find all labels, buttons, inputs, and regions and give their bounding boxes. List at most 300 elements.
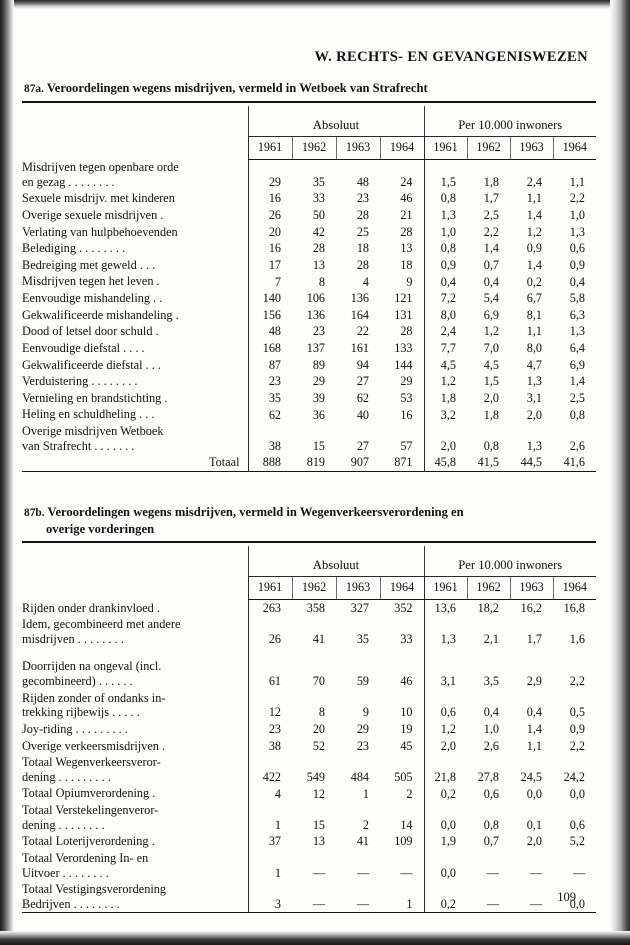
row-label [22,785,248,802]
row-label-line2: gecombineerd) . . . . . . [22,674,133,689]
table-row [22,599,596,616]
row-value: — [529,865,542,880]
row-value: 35 [248,390,292,407]
table-87b-year-abs-1963: 1963 [336,576,380,599]
row-value: 140 [248,290,292,307]
table-87a-year-corner-cell [22,136,248,159]
table-87b-group-per10000: Per 10.000 inwoners [424,546,596,577]
page-paper [14,9,610,931]
row-value: 1,4 [526,722,542,737]
row-value: 0,7 [483,834,499,849]
table-87a-year-per-1961: 1961 [424,136,467,159]
row-value: 2,9 [526,674,542,689]
table-row [22,616,596,647]
row-value: 2,4 [424,323,467,340]
row-label [22,738,248,755]
row-value: 4 [248,785,292,802]
row-label [22,307,248,324]
table-87b-corner-cell [22,546,248,577]
row-label-line1: Totaal Opiumverordening . [22,786,156,801]
row-value: 50 [312,208,325,223]
row-label-line2: dening . . . . . . . . . [22,769,111,784]
row-label-line1: Belediging . . . . . . . . [22,241,126,256]
row-value: 2,0 [483,390,499,405]
row-value: 1,0 [569,208,585,223]
table-87b-year-per-1961: 1961 [424,576,467,599]
row-label-line1: Overige verkeersmisdrijven . [22,738,166,753]
row-value: 2,0 [424,738,467,755]
row-value: 45 [400,738,413,753]
table-87a-corner-cell [22,106,248,137]
table-row [22,802,596,833]
row-value: 0,6 [569,817,585,832]
table-87b-year-abs-1964: 1964 [380,576,424,599]
row-value: 121 [394,291,413,306]
row-value: 48 [248,323,292,340]
row-value: 59 [356,674,369,689]
row-value: 18 [400,257,413,272]
row-value: 2,2 [569,738,585,753]
row-value: 18,2 [477,600,499,615]
row-label-line1: Totaal Verstekelingenveror- [22,803,159,818]
row-value: 1,4 [569,374,585,389]
row-value: 0,4 [483,705,499,720]
table-87b-number: 87b. [24,506,45,519]
row-value: 2,0 [526,407,542,422]
row-label-line1: Eenvoudige diefstal . . . . [22,340,145,355]
row-value: 0,4 [483,274,499,289]
row-value: 1 [406,896,413,911]
total-label: Totaal [208,455,240,470]
row-value: 7,0 [483,341,499,356]
row-value: 0,9 [424,257,467,274]
row-value: 94 [356,357,369,372]
row-value: 1,3 [569,224,585,239]
row-value: 89 [312,357,325,372]
table-row [22,881,596,913]
row-value: — [486,865,499,880]
row-label-line1: Totaal Vestigingsverordening [22,882,167,897]
total-value: 907 [350,455,369,470]
table-row [22,273,596,290]
row-value: 28 [356,208,369,223]
row-value: 40 [356,407,369,422]
row-value: 26 [248,207,292,224]
row-value: 26 [248,616,292,647]
row-value: 28 [400,224,413,239]
row-value: 136 [306,307,325,322]
row-value: 0,0 [569,896,585,911]
row-value: 0,6 [483,786,499,801]
total-value: 888 [248,454,292,471]
row-label-line2: Uitvoer . . . . . . . . [22,865,109,880]
table-87a-year-per-1963: 1963 [510,136,553,159]
row-value: 1,3 [526,438,542,453]
table-row [22,754,596,785]
row-value: — [400,865,413,880]
row-value: 1,2 [424,721,467,738]
table-row [22,738,596,755]
row-value: 2,0 [526,834,542,849]
row-value: 29 [400,374,413,389]
table-87a-group-header-row [22,106,596,137]
row-value: — [486,896,499,911]
row-label-line1: Vernieling en brandstichting . [22,390,168,405]
scan-edge-right [610,0,630,945]
row-value: 1,3 [569,324,585,339]
row-value: 23 [248,721,292,738]
row-value: 0,9 [526,241,542,256]
row-value: 15 [312,817,325,832]
row-value: 136 [350,291,369,306]
row-label [22,599,248,616]
table-row [22,307,596,324]
row-value: 0,2 [526,274,542,289]
row-value: 3,1 [424,658,467,689]
row-value: 0,1 [526,817,542,832]
table-row [22,390,596,407]
row-value: 109 [394,834,413,849]
row-value: 33 [400,631,413,646]
row-label-line2: en gezag . . . . . . . . [22,174,115,189]
table-87b-year-per-1962: 1962 [467,576,510,599]
row-label [22,390,248,407]
page-number: 109 [557,890,576,904]
table-row [22,690,596,721]
page-header: W. RECHTS- EN GEVANGENISWEZEN [314,49,588,65]
row-value: 28 [356,257,369,272]
row-label [22,207,248,224]
row-value: 14 [400,817,413,832]
row-value: 1,8 [424,390,467,407]
row-value: 5,2 [569,834,585,849]
row-value: 2,2 [483,224,499,239]
row-value: 38 [248,423,292,454]
row-label-line1: Gekwalificeerde diefstal . . . [22,357,161,372]
row-value: 8,0 [526,341,542,356]
row-value: 48 [356,174,369,189]
row-value: 484 [350,769,369,784]
page-content [14,9,610,915]
table-87a-year-abs-1964: 1964 [380,136,424,159]
row-value: — [312,896,325,911]
row-value: 37 [248,833,292,850]
row-label [22,423,248,454]
row-value: 549 [306,769,325,784]
row-value: 20 [248,224,292,241]
table-row [22,240,596,257]
row-value: 29 [248,159,292,190]
row-value: 1,1 [569,174,585,189]
row-value: 20 [312,722,325,737]
row-value: — [312,865,325,880]
scan-edge-bottom [0,931,630,945]
row-value: 0,2 [424,881,467,913]
row-value: 36 [312,407,325,422]
row-value: 0,9 [569,257,585,272]
row-value: 164 [350,307,369,322]
row-label-line1: Totaal Loterijverordening . [22,834,155,849]
table-87b-title-text-line1: Veroordelingen wegens misdrijven, vermeld in Wegenverkeersverordening en [47,504,464,519]
row-value: 27 [356,374,369,389]
row-label [22,881,248,913]
row-value: 52 [312,738,325,753]
row-value: 6,7 [526,291,542,306]
table-row [22,290,596,307]
total-value: 41,6 [563,455,585,470]
row-label-line1: Misdrijven tegen openbare orde [22,160,179,175]
row-value: 70 [312,674,325,689]
row-value: 23 [356,738,369,753]
row-value: 1,0 [424,224,467,241]
table-row [22,423,596,454]
row-value: 2 [362,817,369,832]
row-value: 1 [248,802,292,833]
row-label-line1: Eenvoudige mishandeling . . [22,291,163,306]
table-row [22,224,596,241]
row-value: 6,9 [483,307,499,322]
row-value: 4 [362,274,369,289]
row-value: 5,4 [483,291,499,306]
row-value: 1,5 [424,159,467,190]
row-value: 2,6 [483,738,499,753]
row-value: 0,0 [424,850,467,881]
row-value: 53 [400,390,413,405]
row-label-line2: Bedrijven . . . . . . . . [22,896,120,911]
row-value: 1,3 [424,207,467,224]
row-value: 1,8 [483,174,499,189]
row-value: 21 [400,208,413,223]
row-label [22,616,248,647]
row-value: 57 [400,438,413,453]
row-value: 144 [394,357,413,372]
row-value: 8,0 [424,307,467,324]
row-value: 8 [318,274,325,289]
row-value: 1,6 [569,631,585,646]
row-value: 505 [394,769,413,784]
row-value: 2,5 [569,390,585,405]
row-value: — [356,896,369,911]
row-label-line1: Rijden onder drankinvloed . [22,600,160,615]
total-value: 44,5 [520,455,542,470]
row-value: 6,4 [569,341,585,356]
row-value: — [529,896,542,911]
table-87a-number: 87a. [24,83,44,95]
row-value: 27,8 [477,769,499,784]
row-value: 28 [312,241,325,256]
row-value: — [572,865,585,880]
row-value: 42 [312,224,325,239]
table-87b-title-text-line2: overige vorderingen [46,521,155,536]
row-value: 0,6 [424,690,467,721]
row-label [22,273,248,290]
row-value: 2,4 [526,174,542,189]
row-value: 13 [312,257,325,272]
row-value: 1,7 [483,191,499,206]
row-value: 156 [248,307,292,324]
row-value: 46 [400,674,413,689]
table-row [22,257,596,274]
row-label-line1: Verduistering . . . . . . . . [22,374,138,389]
row-value: 7,7 [424,340,467,357]
row-value: 5,8 [569,291,585,306]
row-value: 2,0 [424,423,467,454]
row-label-line1: Totaal Verordening In- en [22,850,149,865]
row-label [22,406,248,423]
table-87a-year-abs-1962: 1962 [292,136,336,159]
row-value: 19 [400,722,413,737]
row-value: 15 [312,438,325,453]
row-value: 4,5 [424,357,467,374]
row-value: 133 [394,341,413,356]
row-label-line1: Joy-riding . . . . . . . . . [22,721,128,736]
table-row [22,833,596,850]
row-value: 4,5 [483,357,499,372]
row-value: 24 [400,174,413,189]
row-value: 1,4 [526,208,542,223]
row-value: 22 [356,324,369,339]
row-label-line1: Bedreiging met geweld . . . [22,257,156,272]
table-row [22,850,596,881]
row-value: 0,8 [424,190,467,207]
row-value: 28 [400,324,413,339]
row-label-line2: trekking rijbewijs . . . . . [22,705,140,720]
row-value: 0,8 [483,438,499,453]
row-value: 33 [312,191,325,206]
row-value: 3 [248,881,292,913]
row-value: 25 [356,224,369,239]
row-value: 0,4 [569,274,585,289]
table-87b-group-header-row [22,546,596,577]
row-value: 1,2 [424,373,467,390]
row-label-line2: dening . . . . . . . . [22,817,105,832]
row-value: 6,3 [569,307,585,322]
scan-edge-top [0,0,630,9]
row-label [22,658,248,689]
row-value: 23 [356,191,369,206]
row-value: 29 [312,374,325,389]
row-value: 62 [356,390,369,405]
table-87b-year-per-1964: 1964 [553,576,596,599]
table-spacer-row [22,647,596,658]
table-87b-bottom-rule [22,913,596,916]
row-value: 46 [400,191,413,206]
row-value: 23 [248,373,292,390]
table-87a-title-text: Veroordelingen wegens misdrijven, vermeld in Wetboek van Strafrecht [46,81,428,95]
row-value: 16 [400,407,413,422]
row-value: 1 [362,786,369,801]
table-row [22,785,596,802]
total-value: 871 [394,455,413,470]
row-value: 7,2 [424,290,467,307]
table-row [22,159,596,190]
row-value: 161 [350,341,369,356]
row-value: 137 [306,341,325,356]
row-value: 16 [248,240,292,257]
row-value: 0,0 [526,786,542,801]
row-label-line2: van Strafrecht . . . . . . . [22,438,135,453]
row-value: 1,7 [526,631,542,646]
table-87b-year-abs-1962: 1962 [292,576,336,599]
row-value: 3,1 [526,390,542,405]
table-row [22,190,596,207]
row-value: 1,3 [424,616,467,647]
row-value: 41 [356,834,369,849]
row-value: 62 [248,406,292,423]
row-label [22,323,248,340]
table-row [22,207,596,224]
row-value: 1 [248,850,292,881]
table-87b-body [22,599,596,913]
row-label [22,357,248,374]
row-value: 27 [356,438,369,453]
table-87a-total-row [22,454,596,471]
row-value: 2,5 [483,208,499,223]
row-value: 16 [248,190,292,207]
row-value: 1,3 [526,374,542,389]
table-87b [22,541,596,916]
row-value: 13 [312,834,325,849]
row-value: 1,2 [526,224,542,239]
table-87b-year-corner-cell [22,576,248,599]
row-label-line1: Dood of letsel door schuld . [22,324,159,339]
row-value: 9 [362,705,369,720]
row-label-line1: Heling en schuldheling . . . [22,407,155,422]
row-label-line1: Doorrijden na ongeval (incl. [22,659,162,674]
row-label [22,224,248,241]
row-value: 39 [312,390,325,405]
row-value: 0,2 [424,785,467,802]
row-value: 10 [400,705,413,720]
table-87b-year-header-row [22,576,596,599]
table-row [22,658,596,689]
row-label-line1: Sexuele misdrijv. met kinderen [22,191,175,206]
row-value: 1,1 [526,324,542,339]
table-87a-title [22,80,592,97]
row-value: 24,2 [563,769,585,784]
row-value: 131 [394,307,413,322]
row-value: 1,5 [483,374,499,389]
row-value: 13,6 [424,599,467,616]
row-label-line1: Overige misdrijven Wetboek [22,424,164,439]
table-87a [22,101,596,474]
row-label [22,721,248,738]
row-value: 422 [248,754,292,785]
table-87a-year-per-1962: 1962 [467,136,510,159]
row-value: 106 [306,291,325,306]
row-label-line1: Verlating van hulpbehoevenden [22,224,178,239]
row-value: 1,1 [526,738,542,753]
row-value: 8,1 [526,307,542,322]
table-87b-title [22,504,592,537]
row-value: 0,0 [569,786,585,801]
row-value: 327 [350,600,369,615]
table-87a-group-per10000: Per 10.000 inwoners [424,106,596,137]
row-label [22,290,248,307]
table-87b-year-abs-1961: 1961 [248,576,292,599]
row-label-line1: Misdrijven tegen het leven . [22,274,160,289]
row-value: 23 [312,324,325,339]
table-row [22,373,596,390]
row-value: 12 [312,786,325,801]
total-value: 45,8 [424,454,467,471]
row-value: 0,5 [569,705,585,720]
table-row [22,406,596,423]
row-label [22,159,248,190]
row-value: 0,8 [483,817,499,832]
table-87b-year-per-1963: 1963 [510,576,553,599]
row-value: 18 [356,241,369,256]
